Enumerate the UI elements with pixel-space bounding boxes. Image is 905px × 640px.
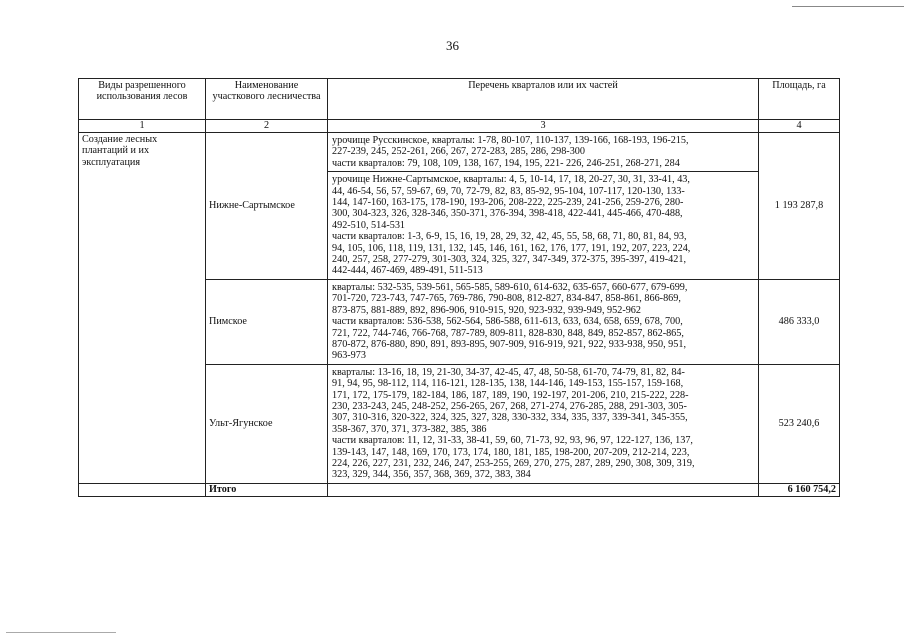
- total-row: [79, 483, 840, 496]
- quarters-line: 442-444, 467-469, 489-491, 511-513: [332, 265, 483, 277]
- quarters-line: 144, 147-160, 163-175, 178-190, 193-206, 208-222, 225-239, 241-256, 259-276, 280-: [332, 197, 684, 209]
- forestry-name-ult-yagunskoe: Ульт-Ягунское: [206, 364, 328, 483]
- quarters-line: 171, 172, 175-179, 182-184, 186, 187, 189, 190, 192-197, 201-206, 210, 215-222, 228-: [332, 389, 689, 401]
- quarters-line: 227-239, 245, 252-261, 266, 267, 272-283, 285, 286, 298-300: [332, 146, 585, 158]
- quarters-line: части кварталов: 11, 12, 31-33, 38-41, 59, 60, 71-73, 92, 93, 96, 97, 122-127, 136, 137,: [332, 435, 693, 447]
- header-row: [79, 79, 840, 120]
- quarters-line: 44, 46-54, 56, 57, 59-67, 69, 70, 72-79, 82, 83, 85-92, 95-104, 107-117, 120-130, 133-: [332, 185, 685, 197]
- quarters-cell-nizhne-sartymskoe: [328, 172, 759, 280]
- quarters-line: 873-875, 881-889, 892, 896-906, 910-915, 920, 923-932, 939-949, 952-962: [332, 304, 641, 316]
- forestry-name-pimskoe: Пимское: [206, 279, 328, 364]
- table-row-nizhne-russkinskoe: [79, 133, 840, 172]
- quarters-cell-pimskoe: [328, 279, 759, 364]
- quarters-line: 307, 310-316, 320-322, 324, 325, 327, 328, 330-332, 334, 335, 337, 339-341, 345-355,: [332, 412, 688, 424]
- quarters-line: 870-872, 876-880, 890, 891, 893-895, 907-909, 916-919, 921, 922, 933-938, 950, 951,: [332, 338, 686, 350]
- quarters-line: 721, 722, 744-746, 766-768, 787-789, 809-811, 828-830, 848, 849, 852-857, 862-865,: [332, 327, 684, 339]
- quarters-line: части кварталов: 1-3, 6-9, 15, 16, 19, 28, 29, 32, 42, 45, 55, 58, 68, 71, 80, 81, 84, 93,: [332, 231, 687, 243]
- page-number: 36: [446, 38, 459, 53]
- quarters-line: 701-720, 723-743, 747-765, 769-786, 790-808, 812-827, 834-847, 858-861, 866-869,: [332, 293, 681, 305]
- usage-type-cell: Создание лесных плантаций и их эксплуатация: [79, 133, 206, 484]
- area-nizhne-sartymskoe: 1 193 287,8: [759, 133, 840, 280]
- quarters-line: 323, 329, 344, 356, 357, 368, 369, 372, 383, 384: [332, 469, 531, 481]
- quarters-line: 224, 226, 227, 231, 232, 246, 247, 253-255, 269, 270, 275, 287, 289, 290, 308, 309, 319,: [332, 457, 695, 469]
- quarters-line: части кварталов: 79, 108, 109, 138, 167, 194, 195, 221- 226, 246-251, 268-271, 284: [332, 157, 680, 169]
- quarters-line: 230, 233-243, 245, 248-252, 256-265, 267, 268, 271-274, 276-285, 288, 291-303, 305-: [332, 400, 687, 412]
- header-area: Площадь, га: [759, 79, 840, 120]
- forestry-name-nizhne-sartymskoe: Нижне-Сартымское: [206, 133, 328, 280]
- quarters-line: 139-143, 147, 148, 169, 170, 173, 174, 180, 181, 185, 198-200, 207-209, 212-214, 223,: [332, 446, 690, 458]
- total-label: Итого: [206, 483, 328, 496]
- header-usage-type: Виды разрешенного использования лесов: [79, 79, 206, 120]
- header-forestry-name: Наименование участкового лесничества: [206, 79, 328, 120]
- quarters-line: 240, 257, 258, 277-279, 301-303, 324, 325, 327, 347-349, 372-375, 395-397, 419-421,: [332, 254, 686, 266]
- quarters-line: урочище Нижне-Сартымское, кварталы: 4, 5, 10-14, 17, 18, 20-27, 30, 31, 33-41, 43,: [332, 174, 690, 186]
- quarters-line: 492-510, 514-531: [332, 219, 406, 231]
- quarters-line: 963-973: [332, 350, 366, 362]
- column-number-row: [79, 120, 840, 133]
- quarters-table: [78, 78, 840, 497]
- total-quarters-empty-cell: [328, 483, 759, 496]
- top-rule-line: [792, 6, 904, 7]
- quarters-line: 91, 94, 95, 98-112, 114, 116-121, 128-135, 138, 144-146, 149-153, 155-157, 159-168,: [332, 378, 684, 390]
- quarters-line: 358-367, 370, 371, 373-382, 385, 386: [332, 423, 487, 435]
- area-ult-yagunskoe: 523 240,6: [759, 364, 840, 483]
- quarters-line: урочище Русскинское, кварталы: 1-78, 80-107, 110-137, 139-166, 168-193, 196-215,: [332, 135, 689, 146]
- quarters-cell-ult-yagunskoe: [328, 364, 759, 483]
- total-area: 6 160 754,2: [759, 483, 840, 496]
- quarters-line: 94, 105, 106, 118, 119, 131, 132, 145, 146, 161, 162, 176, 177, 191, 192, 207, 223, 224,: [332, 242, 691, 254]
- column-number-1: 1: [79, 120, 206, 133]
- quarters-cell-russkinskoe: [328, 133, 759, 172]
- quarters-line: кварталы: 13-16, 18, 19, 21-30, 34-37, 42-45, 47, 48, 50-58, 61-70, 74-79, 81, 82, 84-: [332, 366, 685, 378]
- column-number-4: 4: [759, 120, 840, 133]
- area-pimskoe: 486 333,0: [759, 279, 840, 364]
- quarters-line: кварталы: 532-535, 539-561, 565-585, 589-610, 614-632, 635-657, 660-677, 679-699,: [332, 281, 688, 293]
- quarters-line: 300, 304-323, 326, 328-346, 350-371, 376-394, 398-418, 422-441, 445-466, 470-488,: [332, 208, 683, 220]
- total-empty-cell: [79, 483, 206, 496]
- bottom-rule-line: [6, 632, 116, 633]
- column-number-3: 3: [328, 120, 759, 133]
- quarters-line: части кварталов: 536-538, 562-564, 586-588, 611-613, 633, 634, 658, 659, 678, 700,: [332, 316, 683, 328]
- header-quarters-list: Перечень кварталов или их частей: [328, 79, 759, 120]
- column-number-2: 2: [206, 120, 328, 133]
